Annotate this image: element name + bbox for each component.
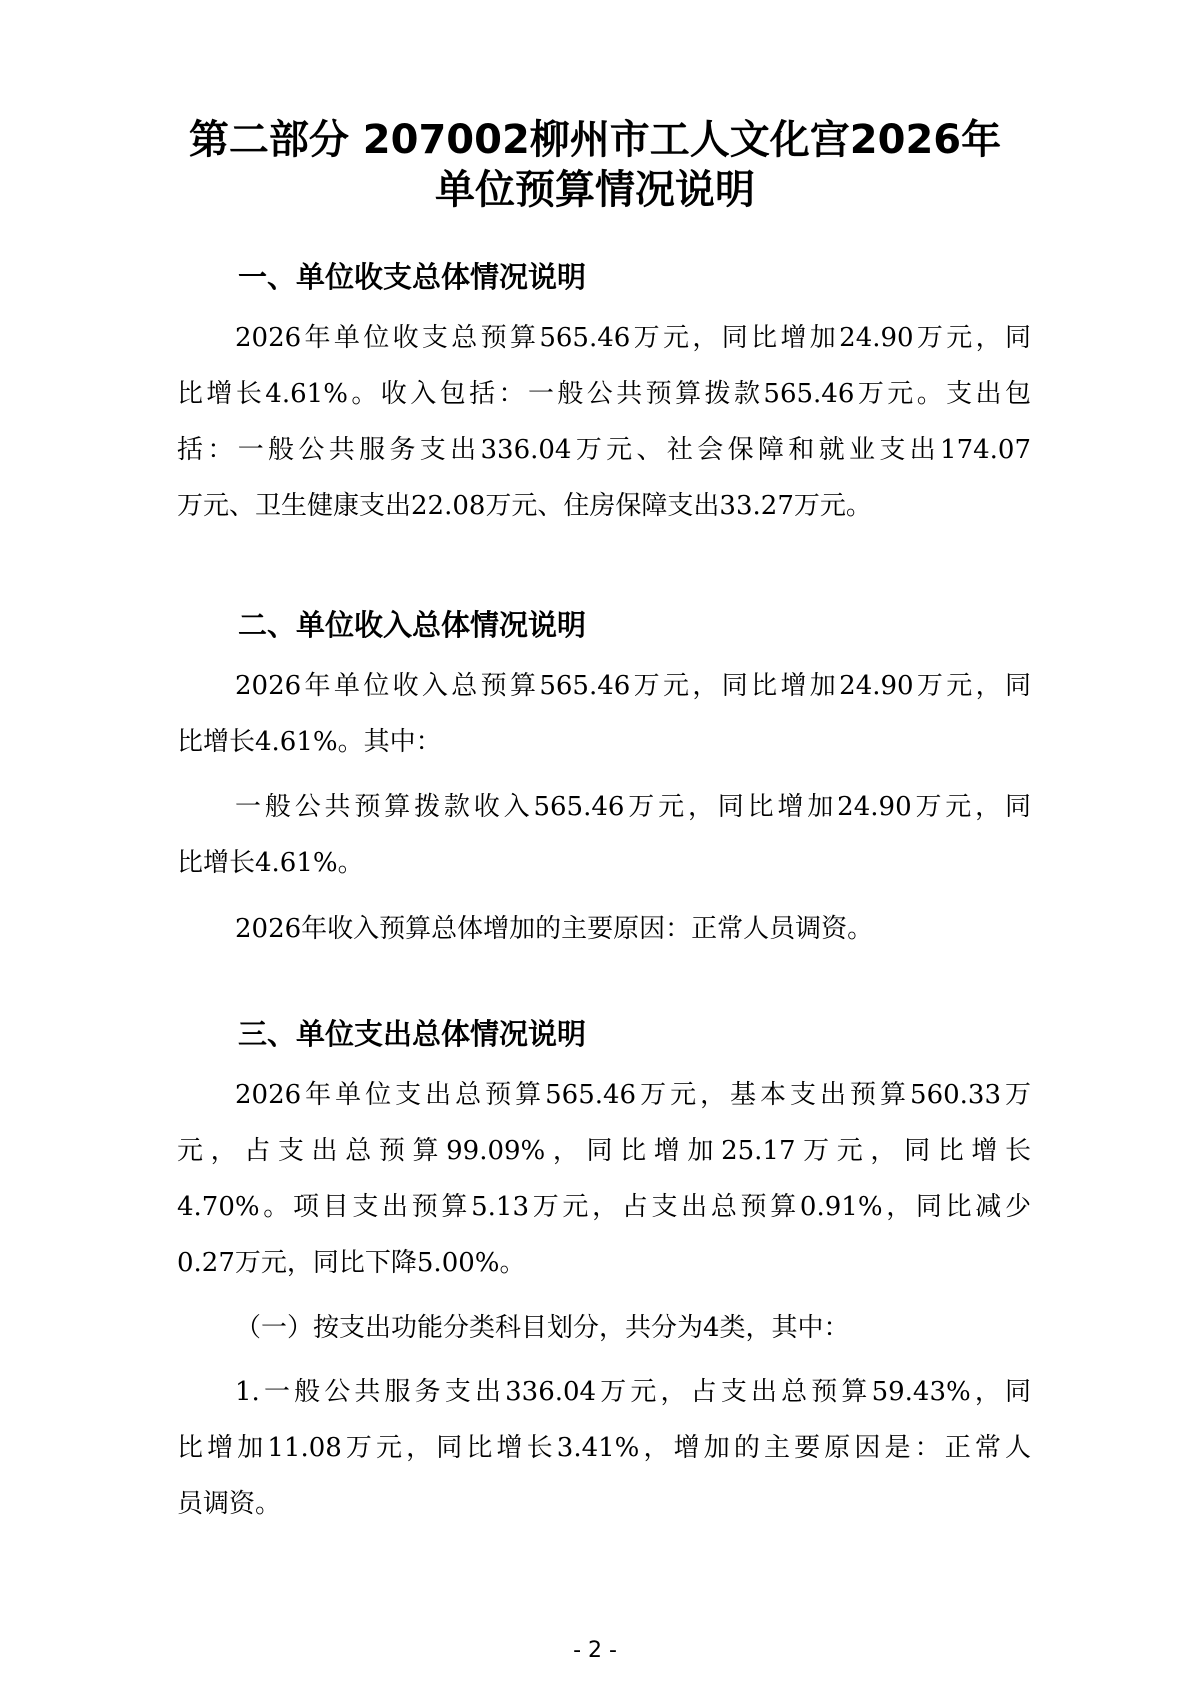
paragraph-line: 员调资。 [177, 1489, 282, 1519]
paragraph-line: 1.一般公共服务支出336.04万元，占支出总预算59.43%，同 [235, 1377, 1031, 1407]
paragraph-line: 比增长4.61%。其中： [177, 727, 442, 757]
paragraph-line: 比增长4.61%。 [177, 848, 364, 878]
section-heading-income-expenditure: 一、单位收支总体情况说明 [238, 260, 587, 294]
paragraph-line: 一般公共预算拨款收入565.46万元，同比增加24.90万元，同 [235, 792, 1031, 822]
paragraph-line: （一）按支出功能分类科目划分，共分为4类，其中： [235, 1313, 850, 1343]
paragraph-line: 元，占支出总预算99.09%，同比增加25.17万元，同比增长 [177, 1136, 1031, 1166]
paragraph-line: 括：一般公共服务支出336.04万元、社会保障和就业支出174.07 [177, 435, 1031, 465]
paragraph-line: 2026年单位收支总预算565.46万元，同比增加24.90万元，同 [235, 323, 1031, 353]
section-heading-expenditure: 三、单位支出总体情况说明 [238, 1017, 587, 1051]
paragraph-line: 2026年单位支出总预算565.46万元，基本支出预算560.33万 [235, 1080, 1031, 1110]
paragraph-line: 比增长4.61%。收入包括：一般公共预算拨款565.46万元。支出包 [177, 379, 1031, 409]
paragraph-line: 2026年单位收入总预算565.46万元，同比增加24.90万元，同 [235, 671, 1031, 701]
page-title-line-1: 第二部分 207002柳州市工人文化宫2026年 [188, 117, 1002, 163]
paragraph-line: 4.70%。项目支出预算5.13万元，占支出总预算0.91%，同比减少 [177, 1192, 1031, 1222]
paragraph-line: 0.27万元，同比下降5.00%。 [177, 1248, 526, 1278]
section-heading-income: 二、单位收入总体情况说明 [238, 608, 587, 642]
paragraph-line: 万元、卫生健康支出22.08万元、住房保障支出33.27万元。 [177, 491, 872, 521]
page-title-line-2: 单位预算情况说明 [435, 167, 755, 213]
paragraph-line: 比增加11.08万元，同比增长3.41%，增加的主要原因是：正常人 [177, 1433, 1031, 1463]
page-number: - 2 - [573, 1638, 617, 1663]
paragraph-line: 2026年收入预算总体增加的主要原因：正常人员调资。 [235, 914, 874, 944]
